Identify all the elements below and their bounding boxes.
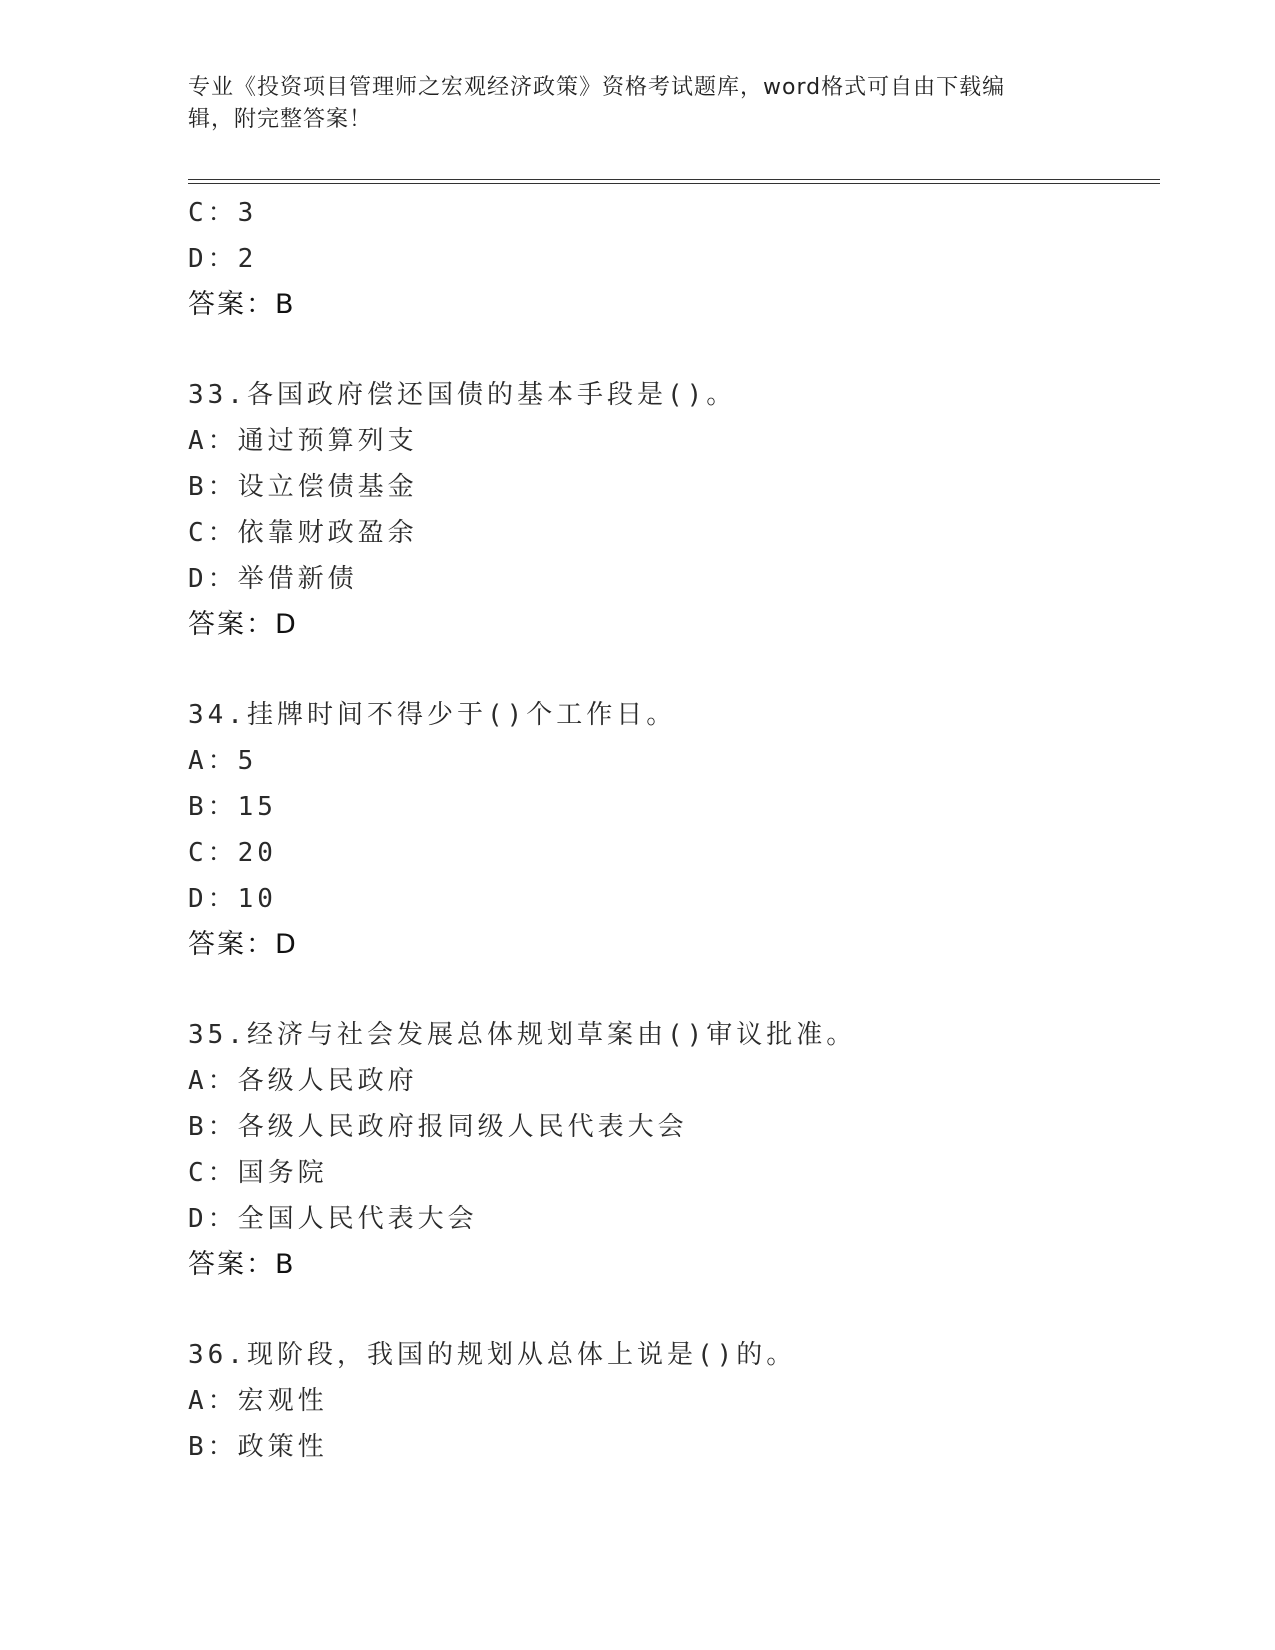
question-stem: 33.各国政府偿还国债的基本手段是()。 [188, 380, 737, 410]
option-line [188, 556, 1160, 602]
option-line [188, 738, 1160, 784]
option-key: A： [188, 1066, 238, 1096]
option-text: 2 [237, 244, 258, 274]
option-text: 举借新债 [237, 564, 358, 594]
option-key: C： [188, 838, 238, 868]
option-line [188, 1424, 1160, 1470]
option-text: 10 [237, 884, 277, 914]
option-text: 各级人民政府报同级人民代表大会 [237, 1112, 688, 1142]
question-list [188, 190, 1160, 1470]
option-text: 通过预算列支 [237, 426, 418, 456]
option-key: B： [188, 792, 238, 822]
answer-line: 答案：D [188, 929, 298, 960]
option-text: 国务院 [237, 1158, 328, 1188]
option-key: D： [188, 564, 238, 594]
option-key: B： [188, 472, 238, 502]
question-stem: 34.挂牌时间不得少于()个工作日。 [188, 700, 677, 730]
option-key: A： [188, 426, 238, 456]
option-key: C： [188, 198, 238, 228]
option-line [188, 830, 1160, 876]
question-stem: 35.经济与社会发展总体规划草案由()审议批准。 [188, 1020, 857, 1050]
option-line [188, 464, 1160, 510]
option-key: C： [188, 518, 238, 548]
option-text: 依靠财政盈余 [237, 518, 418, 548]
option-line [188, 784, 1160, 830]
option-text: 15 [237, 792, 277, 822]
option-text: 5 [237, 746, 258, 776]
option-text: 各级人民政府 [237, 1066, 418, 1096]
option-line [188, 418, 1160, 464]
option-key: B： [188, 1112, 238, 1142]
option-key: C： [188, 1158, 238, 1188]
option-key: D： [188, 1204, 238, 1234]
option-text: 设立偿债基金 [237, 472, 418, 502]
option-key: A： [188, 1386, 238, 1416]
option-line [188, 510, 1160, 556]
option-key: D： [188, 244, 238, 274]
option-line [188, 236, 1160, 282]
option-line [188, 1058, 1160, 1104]
option-line [188, 1196, 1160, 1242]
option-text: 全国人民代表大会 [237, 1204, 478, 1234]
option-key: B： [188, 1432, 238, 1462]
answer-line: 答案：B [188, 289, 296, 320]
header-line-2: 辑，附完整答案！ [188, 107, 373, 132]
option-line [188, 1150, 1160, 1196]
option-text: 3 [237, 198, 258, 228]
header-line-1: 专业《投资项目管理师之宏观经济政策》资格考试题库，word格式可自由下载编 [188, 75, 1006, 100]
option-key: A： [188, 746, 238, 776]
option-line [188, 190, 1160, 236]
question-stem: 36.现阶段，我国的规划从总体上说是()的。 [188, 1340, 797, 1370]
option-text: 20 [237, 838, 277, 868]
option-text: 宏观性 [237, 1386, 328, 1416]
answer-line: 答案：B [188, 1249, 296, 1280]
option-line [188, 876, 1160, 922]
header-divider-bottom [188, 183, 1160, 184]
option-key: D： [188, 884, 238, 914]
option-line [188, 1104, 1160, 1150]
answer-line: 答案：D [188, 609, 298, 640]
document-header [188, 72, 1088, 136]
option-text: 政策性 [237, 1432, 328, 1462]
header-divider-top [188, 179, 1160, 180]
option-line [188, 1378, 1160, 1424]
